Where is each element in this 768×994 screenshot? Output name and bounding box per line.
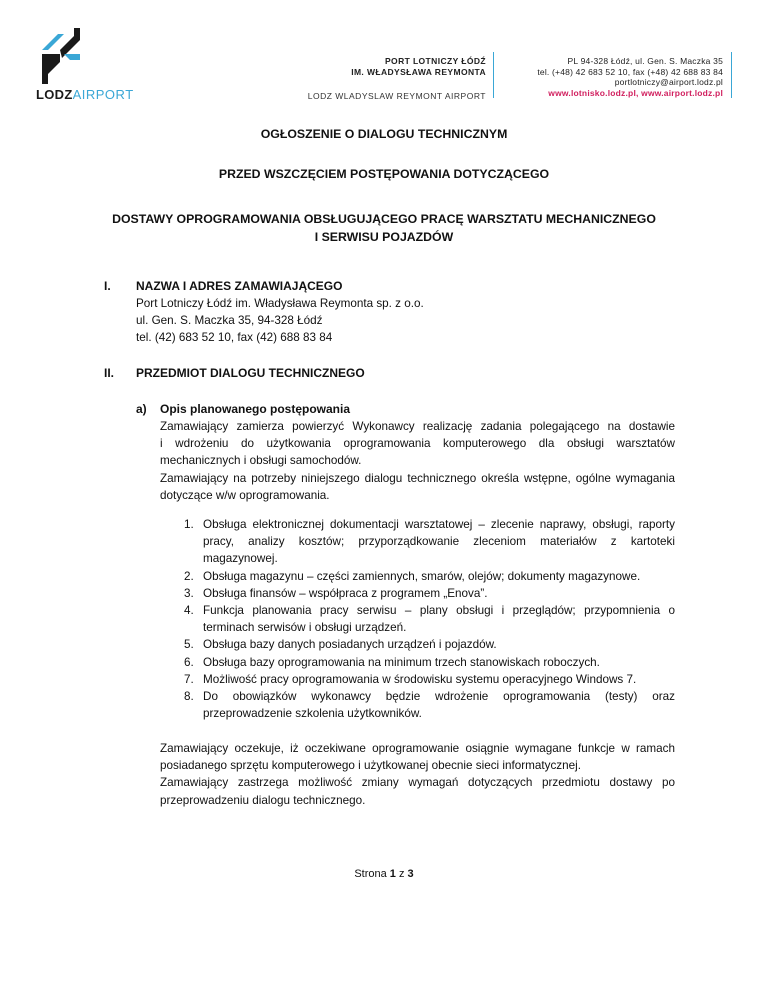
paragraph-line: Zamawiający zastrzega możliwość zmiany wymagań dotyczących przedmiotu dostawy po: [160, 776, 675, 790]
header-name-en: LODZ WLADYSLAW REYMONT AIRPORT: [307, 91, 486, 101]
list-item: [160, 636, 675, 653]
list-item: [160, 654, 675, 671]
list-item-number: 3.: [184, 586, 194, 600]
header-name-line2: IM. WŁADYSŁAWA REYMONTA: [351, 67, 486, 77]
buyer-phone: tel. (42) 683 52 10, fax (42) 688 83 84: [136, 331, 333, 345]
buyer-name: Port Lotniczy Łódź im. Władysława Reymonta sp. z o.o.: [136, 297, 424, 310]
list-item: [160, 602, 675, 636]
document-subject-line1: DOSTAWY OPROGRAMOWANIA OBSŁUGUJĄCEGO PRACĘ WARSZTATU MECHANICZNEGO: [112, 212, 656, 226]
section-number: I.: [104, 279, 111, 293]
list-item-text: Obsługa finansów – współpraca z programem „Enova”.: [203, 586, 488, 600]
paragraph-line: Zamawiający na potrzeby niniejszego dialogu technicznego określa wstępne, ogólne wymagania: [160, 471, 675, 485]
list-item: [160, 671, 675, 688]
footer-total-pages: 3: [407, 868, 414, 880]
list-item-number: 7.: [184, 672, 194, 686]
list-item-number: 8.: [184, 690, 194, 704]
document-subject-line2: I SERWISU POJAZDÓW: [314, 230, 454, 244]
paragraph-line: mechanicznych i obsługi samochodów.: [160, 454, 362, 468]
list-item-number: 2.: [184, 569, 194, 583]
section-number: II.: [104, 366, 115, 380]
airport-mark-icon: [38, 28, 86, 84]
paragraph-line: posiadanego sprzętu komputerowego i użytkowanej obecnie sieci informatycznej.: [160, 759, 581, 773]
paragraph-line: Zamawiający zamierza powierzyć Wykonawcy realizację zadania polegającego na dostawie: [160, 420, 675, 433]
list-item: [160, 585, 675, 602]
footer-page-number: 1: [389, 868, 396, 880]
logo-wordmark: [36, 87, 134, 102]
list-item-text: Obsługa magazynu – części zamiennych, smarów, olejów; dokumenty magazynowe.: [203, 569, 641, 583]
footer-separator: z: [398, 868, 405, 880]
closing-paragraph: [160, 740, 675, 809]
requirements-list: [160, 516, 675, 722]
list-item: [160, 688, 675, 722]
subsection-heading: Opis planowanego postępowania: [160, 402, 351, 416]
paragraph-line: Zamawiający oczekuje, iż oczekiwane oprogramowanie osiągnie wymagane funkcje w ramach: [160, 742, 675, 755]
list-item-number: 6.: [184, 655, 194, 669]
header-web-links[interactable]: www.lotnisko.lodz.pl, www.airport.lodz.pl: [548, 87, 723, 98]
header-email[interactable]: portlotniczy@airport.lodz.pl: [614, 77, 723, 88]
section-heading: NAZWA I ADRES ZAMAWIAJĄCEGO: [136, 279, 343, 293]
header-contact: [500, 56, 723, 98]
list-item-text: Obsługa elektronicznej dokumentacji warsztatowej – zlecenie naprawy, obsługi, raporty pracy, analizy kosztów; przyporządkowanie zleceniom materiałów z kartoteki magazynowej.: [203, 518, 675, 566]
logo-lodz-text: LODZ: [36, 87, 73, 102]
list-item-text: Możliwość pracy oprogramowania w środowisku systemu operacyjnego Windows 7.: [203, 672, 637, 686]
paragraph-line: i wdrożeniu do użytkowania oprogramowania komputerowego dla obsługi warsztatów: [160, 437, 675, 451]
list-item-text: Funkcja planowania pracy serwisu – plany obsługi i przeglądów; przypomnienia o terminach serwisów i obsługi urządzeń.: [203, 604, 675, 635]
document-title: OGŁOSZENIE O DIALOGU TECHNICZNYM: [260, 127, 508, 141]
buyer-address: [136, 295, 636, 347]
header-name-line1: PORT LOTNICZY ŁÓDŹ: [384, 56, 486, 66]
list-item-number: 5.: [184, 638, 194, 652]
section-heading: PRZEDMIOT DIALOGU TECHNICZNEGO: [136, 366, 365, 380]
buyer-street: ul. Gen. S. Maczka 35, 94-328 Łódź: [136, 314, 323, 328]
header-divider: [493, 52, 494, 98]
header-divider: [731, 52, 732, 98]
list-item-number: 1.: [184, 518, 194, 531]
list-item: [160, 516, 675, 568]
list-item-number: 4.: [184, 604, 194, 618]
subsection-letter: a): [136, 402, 147, 416]
list-item: [160, 568, 675, 585]
header-address: PL 94-328 Łódź, ul. Gen. S. Maczka 35: [567, 56, 723, 66]
logo-airport-text: AIRPORT: [72, 87, 134, 102]
list-item-text: Do obowiązków wykonawcy będzie wdrożenie oprogramowania (testy) oraz przeprowadzenie szkolenia użytkowników.: [203, 690, 675, 721]
description-paragraph: [160, 418, 675, 504]
header-phone: tel. (+48) 42 683 52 10, fax (+48) 42 688 83 84: [537, 66, 723, 77]
list-item-text: Obsługa bazy danych posiadanych urządzeń i pojazdów.: [203, 638, 497, 652]
paragraph-line: przeprowadzeniu dialogu technicznego.: [160, 793, 366, 807]
document-subtitle: PRZED WSZCZĘCIEM POSTĘPOWANIA DOTYCZĄCEGO: [218, 167, 550, 181]
header-airport-name: [300, 56, 486, 102]
footer-prefix: Strona: [354, 868, 387, 880]
paragraph-line: dotyczące w/w oprogramowania.: [160, 488, 330, 502]
lodz-airport-logo: [34, 28, 154, 104]
page-footer: [0, 868, 768, 880]
list-item-text: Obsługa bazy oprogramowania na minimum trzech stanowiskach roboczych.: [203, 655, 600, 669]
